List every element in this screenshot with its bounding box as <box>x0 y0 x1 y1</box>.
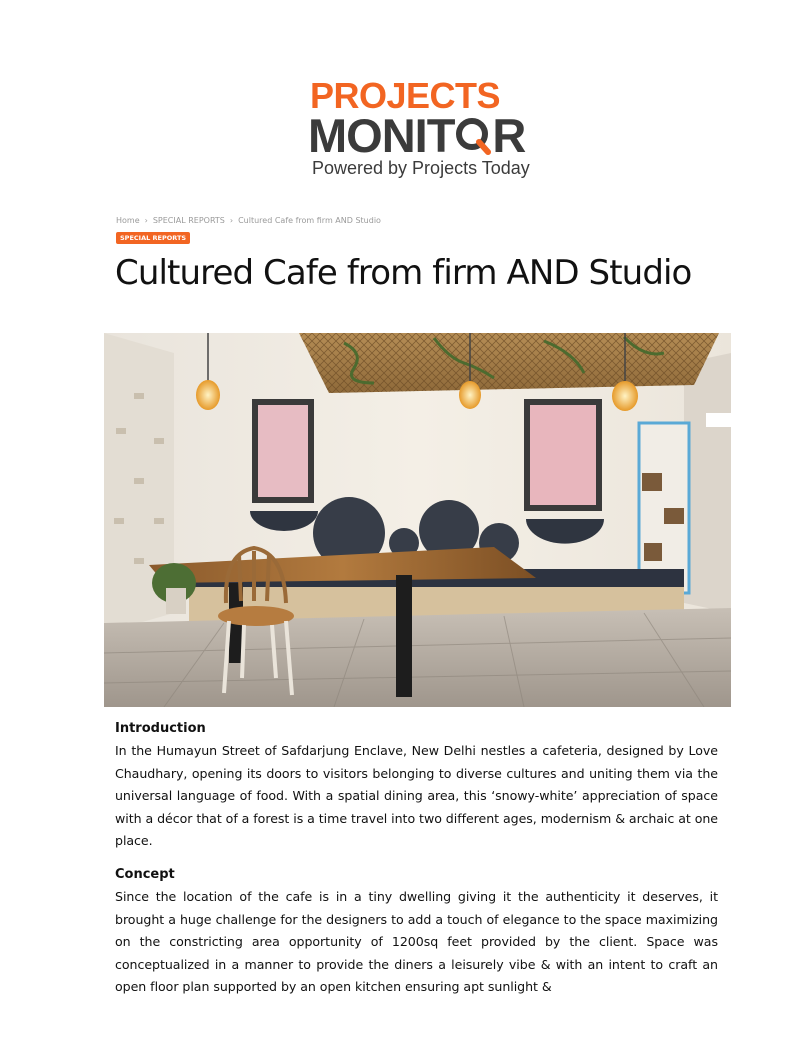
breadcrumb-home-link[interactable]: Home <box>116 216 140 225</box>
breadcrumb <box>116 216 381 225</box>
breadcrumb-current: Cultured Cafe from firm AND Studio <box>238 216 381 225</box>
magnifier-icon <box>455 114 491 152</box>
category-badge[interactable]: SPECIAL REPORTS <box>116 232 190 244</box>
section-paragraph: In the Humayun Street of Safdarjung Enclave, New Delhi nestles a cafeteria, designed by Love Chaudhary, opening its doors to visitors belonging to diverse cultures and uniting them via the universal language of food. With a spatial dining area, this ‘snowy-white’ appreciation of space with a décor that of a forest is a time travel into two different ages, modernism & archaic at one place. <box>115 743 718 849</box>
breadcrumb-category-link[interactable]: SPECIAL REPORTS <box>152 216 225 225</box>
section-heading: Introduction <box>115 721 206 736</box>
breadcrumb-separator: › <box>229 216 234 225</box>
logo-line2 <box>308 111 525 161</box>
article-body <box>115 718 718 999</box>
section-heading: Concept <box>115 866 175 882</box>
logo-tagline: Powered by Projects Today <box>312 158 530 178</box>
logo-line2-right: R <box>492 109 526 162</box>
section-concept <box>115 864 718 999</box>
logo-line2-left: MONIT <box>308 109 455 162</box>
section-paragraph: Since the location of the cafe is in a tiny dwelling giving it the authenticity it deserves, it brought a huge challenge for the designers to add a touch of elegance to the space maximizing on the constricting area opportunity of 1200sq feet provided by the client. Space was conceptualized in a manner to provide the diners a leisurely vibe & with an intent to craft an open floor plan supported by an open kitchen ensuring apt sunlight & <box>115 888 718 995</box>
logo-line1: PROJECTS <box>310 75 501 116</box>
hero-image <box>104 333 731 707</box>
page-title: Cultured Cafe from firm AND Studio <box>115 253 692 293</box>
section-introduction <box>115 718 718 853</box>
breadcrumb-separator: › <box>144 216 148 225</box>
site-logo[interactable] <box>308 75 558 182</box>
